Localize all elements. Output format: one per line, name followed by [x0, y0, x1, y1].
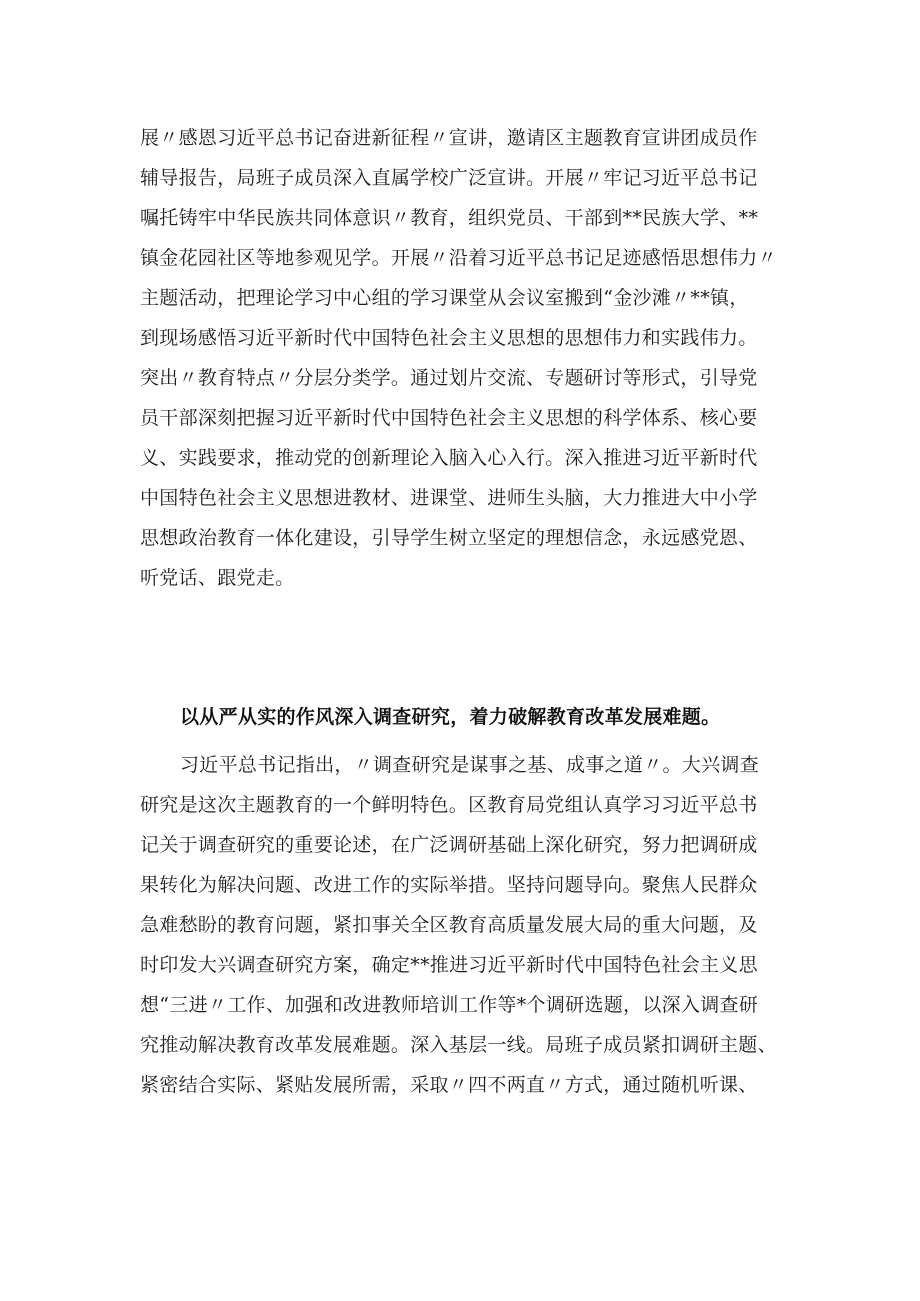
paragraph-line: 突出〃教育特点〃分层分类学。通过划片交流、专题研讨等形式，引导党 — [140, 367, 758, 389]
paragraph-line: 展〃感恩习近平总书记奋进新征程〃宣讲，邀请区主题教育宣讲团成员作 — [140, 127, 758, 149]
paragraph-line: 辅导报告，局班子成员深入直属学校广泛宣讲。开展〃牢记习近平总书记 — [140, 167, 758, 189]
paragraph-line: 镇金花园社区等地参观见学。开展〃沿着习近平总书记足迹感悟思想伟力〃 — [140, 247, 777, 269]
paragraph-line: 时印发大兴调查研究方案，确定**推进习近平新时代中国特色社会主义思 — [140, 954, 758, 976]
body-paragraph-1 — [140, 118, 800, 598]
body-paragraph-2 — [140, 745, 800, 1105]
paragraph-line: 究推动解决教育改革发展难题。深入基层一线。局班子成员紧扣调研主题、 — [140, 1034, 777, 1056]
paragraph-line: 听党话、跟党走。 — [140, 567, 295, 589]
paragraph-line: 员干部深刻把握习近平新时代中国特色社会主义思想的科学体系、核心要 — [140, 407, 758, 429]
paragraph-line: 义、实践要求，推动党的创新理论入脑入心入行。深入推进习近平新时代 — [140, 447, 758, 469]
paragraph-line: 想“三进〃工作、加强和改进教师培训工作等*个调研选题，以深入调查研 — [140, 994, 759, 1016]
paragraph-line: 中国特色社会主义思想进教材、进课堂、进师生头脑，大力推进大中小学 — [140, 487, 758, 509]
paragraph-line: 习近平总书记指出，〃调查研究是谋事之基、成事之道〃。大兴调查 — [180, 754, 760, 776]
paragraph-line: 果转化为解决问题、改进工作的实际举措。坚持问题导向。聚焦人民群众 — [140, 874, 758, 896]
paragraph-line: 到现场感悟习近平新时代中国特色社会主义思想的思想伟力和实践伟力。 — [140, 327, 758, 349]
paragraph-line: 主题活动，把理论学习中心组的学习课堂从会议室搬到“金沙滩〃**镇， — [140, 287, 749, 309]
paragraph-line: 研究是这次主题教育的一个鲜明特色。区教育局党组认真学习习近平总书 — [140, 794, 758, 816]
section-heading: 以从严从实的作风深入调查研究，着力破解教育改革发展难题。 — [180, 706, 721, 728]
paragraph-line: 记关于调查研究的重要论述，在广泛调研基础上深化研究，努力把调研成 — [140, 834, 758, 856]
paragraph-line: 紧密结合实际、紧贴发展所需，采取〃四不两直〃方式，通过随机听课、 — [140, 1074, 758, 1096]
paragraph-line: 思想政治教育一体化建设，引导学生树立坚定的理想信念，永远感党恩、 — [140, 527, 758, 549]
paragraph-line: 急难愁盼的教育问题，紧扣事关全区教育高质量发展大局的重大问题，及 — [140, 914, 758, 936]
paragraph-line: 嘱托铸牢中华民族共同体意识〃教育，组织党员、干部到**民族大学、** — [140, 207, 759, 229]
